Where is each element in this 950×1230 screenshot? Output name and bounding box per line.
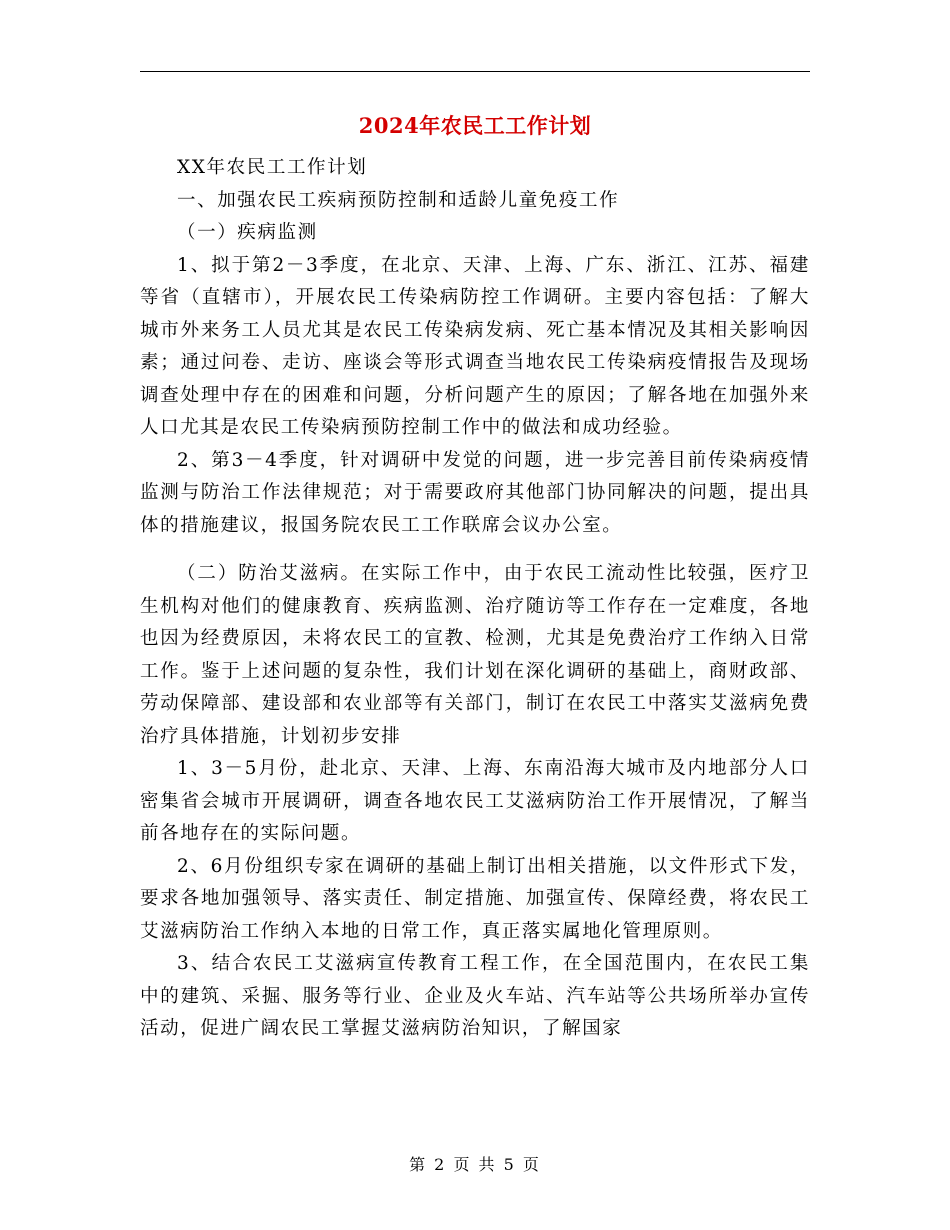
paragraph-aids-item-2: 2、6月份组织专家在调研的基础上制订出相关措施，以文件形式下发，要求各地加强领导、落实责任、制定措施、加强宣传、保障经费，将农民工艾滋病防治工作纳入本地的日常工作，真正落实属地化管理原则。 (140, 855, 810, 942)
paragraph-subsection-disease-monitoring: （一）疾病监测 (177, 222, 318, 243)
paragraph-section-one-heading: 一、加强农民工疾病预防控制和适龄儿童免疫工作 (177, 189, 620, 211)
paragraph-aids-item-1: 1、3－5月份，赴北京、天津、上海、东南沿海大城市及内地部分人口密集省会城市开展调研，调查各地农民工艾滋病防治工作开展情况，了解当前各地存在的实际问题。 (140, 758, 810, 844)
paragraph-monitoring-item-1: 1、拟于第2－3季度，在北京、天津、上海、广东、浙江、江苏、福建等省（直辖市），开展农民工传染病防控工作调研。主要内容包括：了解大城市外来务工人员尤其是农民工传染病发病、死亡基本情况及其相关影响因素；通过问卷、走访、座谈会等形式调查当地农民工传染病疫情报告及现场调查处理中存在的困难和问题，分析问题产生的原因；了解各地在加强外来人口尤其是农民工传染病预防控制工作中的做法和成功经验。 (140, 254, 810, 438)
header-rule (140, 71, 810, 72)
document-body (140, 152, 810, 1046)
paragraph-monitoring-item-2: 2、第3－4季度，针对调研中发觉的问题，进一步完善目前传染病疫情监测与防治工作法律规范；对于需要政府其他部门协同解决的问题，提出具体的措施建议，报国务院农民工工作联席会议办公室。 (140, 449, 810, 536)
page-number-footer: 第 2 页 共 5 页 (409, 1155, 541, 1174)
paragraph-subsection-aids-prevention: （二）防治艾滋病。在实际工作中，由于农民工流动性比较强，医疗卫生机构对他们的健康教育、疾病监测、治疗随访等工作存在一定难度，各地也因为经费原因，未将农民工的宣教、检测，尤其是免费治疗工作纳入日常工作。鉴于上述问题的复杂性，我们计划在深化调研的基础上，商财政部、劳动保障部、建设部和农业部等有关部门，制订在农民工中落实艾滋病免费治疗具体措施，计划初步安排 (140, 563, 810, 747)
paragraph-plan-heading: XX年农民工工作计划 (177, 157, 368, 178)
document-title: 2024年农民工工作计划 (358, 113, 592, 138)
paragraph-aids-item-3: 3、结合农民工艾滋病宣传教育工程工作，在全国范围内，在农民工集中的建筑、采掘、服务等行业、企业及火车站、汽车站等公共场所举办宣传活动，促进广阔农民工掌握艾滋病防治知识，了解国家 (140, 953, 810, 1039)
